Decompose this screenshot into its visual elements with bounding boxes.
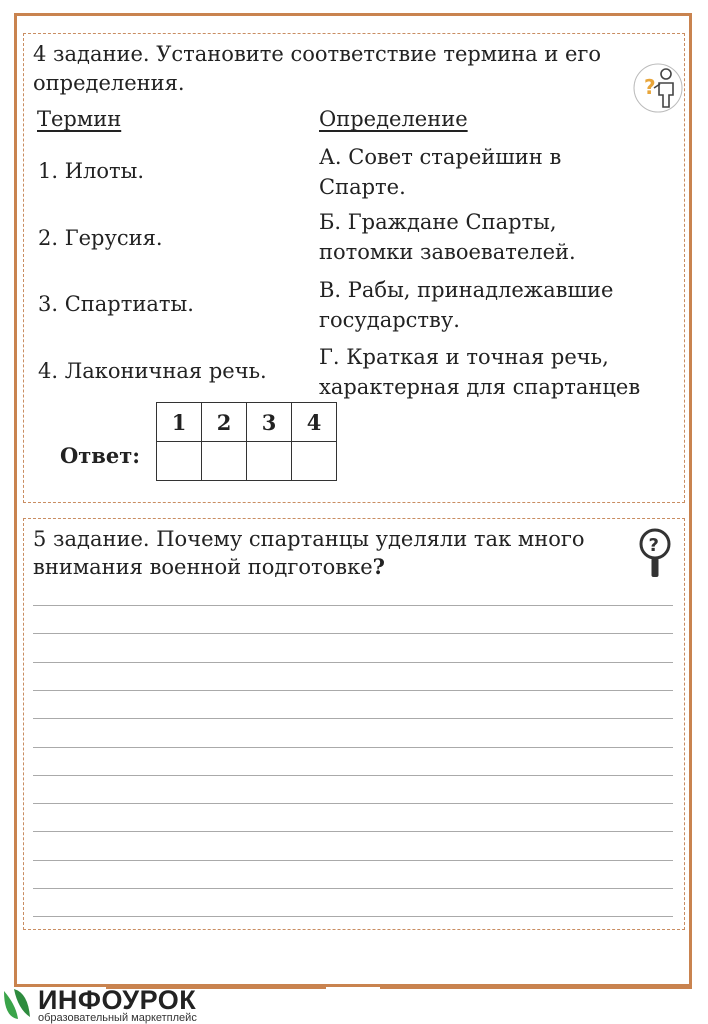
answer-line[interactable]: [33, 775, 673, 776]
person-question-icon: [632, 62, 684, 114]
task-5-title-line-1: 5 задание. Почему спартанцы уделяли так много: [33, 527, 585, 551]
definition-line: В. Рабы, принадлежавшие: [319, 278, 614, 302]
logo-subtitle: образовательный маркетплейс: [38, 1012, 197, 1024]
answer-line[interactable]: [33, 888, 673, 889]
infourok-logo: [0, 985, 240, 1024]
answer-line[interactable]: [33, 831, 673, 832]
task-4-title-line-1: 4 задание. Установите соответствие термина и его: [33, 42, 602, 66]
answer-cell-3[interactable]: [247, 442, 292, 481]
definition-item: [319, 275, 679, 335]
answer-label: Ответ:: [60, 443, 141, 468]
definition-line: А. Совет старейшин в: [319, 145, 562, 169]
answer-table: [156, 402, 337, 481]
definition-line: Спарте.: [319, 175, 406, 199]
logo-name: ИНФОУРОК: [38, 985, 197, 1015]
definition-line: Б. Граждане Спарты,: [319, 210, 557, 234]
term-item: 3. Спартиаты.: [38, 292, 194, 316]
answer-column-header: 3: [247, 403, 292, 442]
definition-item: [319, 342, 679, 402]
definition-item: [319, 207, 679, 267]
answer-line[interactable]: [33, 633, 673, 634]
answer-column-header: 2: [202, 403, 247, 442]
answer-column-header: 1: [157, 403, 202, 442]
svg-text:?: ?: [648, 535, 659, 556]
term-item: 4. Лаконичная речь.: [38, 359, 267, 383]
answer-cell-2[interactable]: [202, 442, 247, 481]
term-item: 2. Герусия.: [38, 226, 163, 250]
answer-line[interactable]: [33, 747, 673, 748]
answer-line[interactable]: [33, 662, 673, 663]
task-5-title-text: внимания военной подготовке: [33, 555, 373, 579]
question-mark: ?: [372, 554, 385, 579]
task-4-box: [23, 33, 685, 503]
infourok-leaf-logo: [0, 987, 34, 1021]
definition-item: [319, 142, 679, 202]
answer-line[interactable]: [33, 803, 673, 804]
footer-divider-right: [380, 986, 692, 989]
definition-line: Г. Краткая и точная речь,: [319, 345, 609, 369]
definition-column-header: Определение: [319, 107, 468, 131]
definition-line: характерная для спартанцев: [319, 375, 641, 399]
definition-line: государству.: [319, 308, 460, 332]
answer-line[interactable]: [33, 690, 673, 691]
answer-cell-1[interactable]: [157, 442, 202, 481]
definition-line: потомки завоевателей.: [319, 240, 576, 264]
answer-line[interactable]: [33, 916, 673, 917]
term-item: 1. Илоты.: [38, 159, 145, 183]
answer-column-header: 4: [292, 403, 337, 442]
task-5-title-line-2: [33, 553, 385, 581]
answer-line[interactable]: [33, 605, 673, 606]
answer-line[interactable]: [33, 860, 673, 861]
task-4-title-line-2: определения.: [33, 71, 185, 95]
term-column-header: Термин: [37, 107, 122, 131]
answer-cell-4[interactable]: [292, 442, 337, 481]
svg-text:?: ?: [644, 75, 656, 99]
answer-line[interactable]: [33, 718, 673, 719]
magnifier-question-icon: [636, 527, 674, 579]
